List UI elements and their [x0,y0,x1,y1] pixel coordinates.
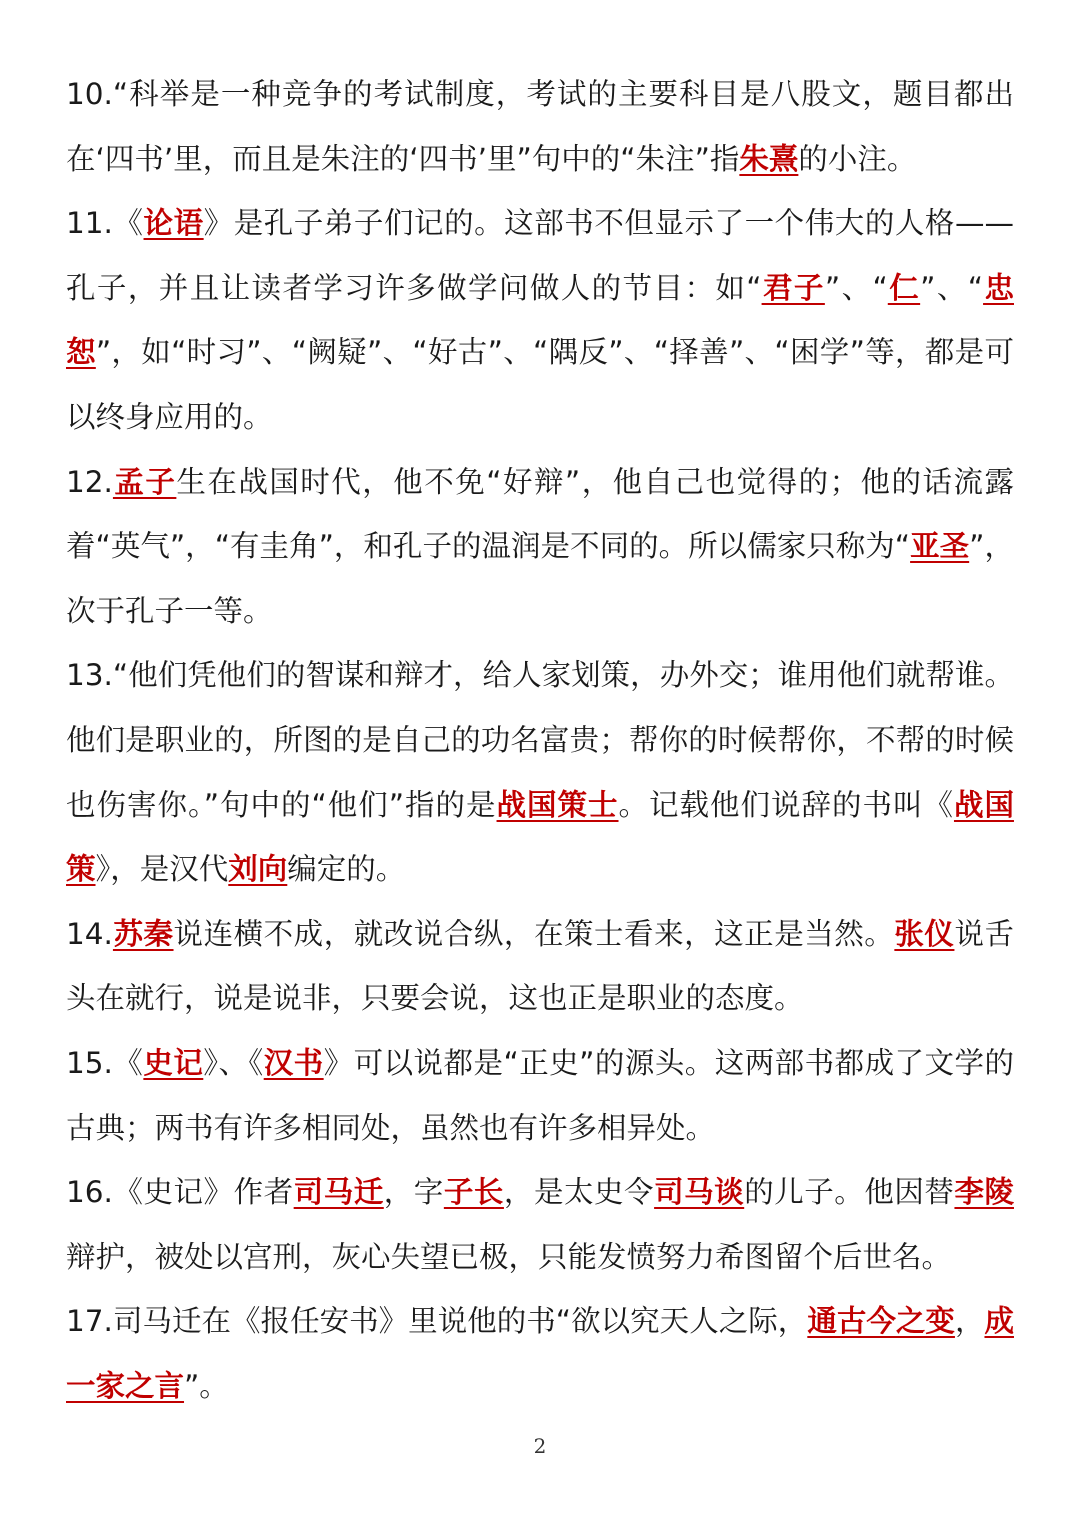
item-text: ”、“ [824,270,888,305]
answer-highlight: 李陵 [954,1175,1014,1210]
item-text: ”、“ [920,270,984,305]
answer-highlight: 通古今之变 [807,1304,955,1339]
answer-highlight: 亚圣 [910,529,970,564]
answer-highlight: 君子 [761,270,825,305]
answer-highlight: 成一家之言 [66,1304,1014,1403]
answer-highlight: 司马迁 [293,1175,384,1210]
answer-highlight: 孟子 [112,464,177,499]
item-text: 15.《 [66,1045,144,1080]
item-text: 说连横不成，就改说合纵，在策士看来，这正是当然。 [173,916,895,951]
item-text: 生在战国时代，他不免“好辩”，他自己也觉得的；他的话流露着“英气”，“有圭角”，和孔子的温润是不同的。所以儒家只称为“ [66,464,1014,564]
item-text: 13.“他们凭他们的智谋和辩才，给人家划策，办外交；谁用他们就帮谁。他们是职业的，所图的是自己的功名富贵；帮你的时候帮你，不帮的时候也伤害你。”句中的“他们”指的是 [66,658,1014,822]
question-item [66,1031,1014,1160]
item-text: 编定的。 [287,852,406,887]
item-text: 》是孔子弟子们记的。这部书不但显示了一个伟大的人格——孔子，并且让读者学习许多做学问做人的节目：如“ [66,206,1014,305]
answer-highlight: 战国策士 [496,787,619,822]
item-text: 》可以说都是“正史”的源头。这两部书都成了文学的古典；两书有许多相同处，虽然也有许多相异处。 [66,1045,1014,1145]
item-text: 14. [66,916,113,951]
item-text: 》、《 [203,1045,264,1080]
question-item [66,62,1014,191]
question-item [66,1160,1014,1289]
item-text: 11.《 [66,206,144,241]
item-text: ， [954,1304,985,1339]
item-text: 12. [66,464,113,499]
answer-highlight: 苏秦 [112,916,174,951]
item-text: ”，次于孔子一等。 [66,529,1014,628]
item-text: 17.司马迁在《报任安书》里说他的书“欲以究天人之际， [66,1304,808,1339]
page-number: 2 [533,1434,547,1458]
item-text: 。记载他们说辞的书叫《 [618,787,954,822]
item-text: 的小注。 [798,141,917,176]
answer-highlight: 刘向 [228,852,288,887]
answer-highlight: 朱熹 [739,141,799,176]
answer-highlight: 论语 [143,206,204,241]
question-item [66,643,1014,901]
item-text: 16.《史记》作者 [66,1175,294,1210]
item-text: 10.“科举是一种竞争的考试制度，考试的主要科目是八股文，题目都出在‘四书’里，而且是朱注的‘四书’里”句中的“朱注”指 [66,77,1014,176]
answer-highlight: 子长 [443,1175,504,1210]
item-text: 说舌头在就行，说是说非，只要会说，这也正是职业的态度。 [66,916,1014,1016]
question-item [66,902,1014,1031]
item-text: 的儿子。他因替 [744,1175,955,1210]
item-text: ，是太史令 [503,1175,655,1210]
item-text: ”。 [184,1368,229,1403]
answer-highlight: 张仪 [894,916,955,951]
question-item [66,191,1014,449]
item-text: ，字 [383,1175,444,1210]
answer-highlight: 汉书 [263,1045,324,1080]
item-text: 》，是汉代 [95,852,229,887]
question-item [66,450,1014,644]
answer-highlight: 史记 [143,1045,204,1080]
answer-highlight: 仁 [887,270,921,305]
question-item [66,1289,1014,1418]
question-list [66,62,1014,1418]
item-text: ”，如“时习”、“阙疑”、“好古”、“隅反”、“择善”、“困学”等，都是可以终身应用的。 [66,335,1014,434]
answer-highlight: 司马谈 [654,1175,745,1210]
answer-highlight: 战国策 [66,787,1014,887]
item-text: 辩护，被处以宫刑，灰心失望已极，只能发愤努力希图留个后世名。 [66,1239,952,1274]
answer-highlight: 忠恕 [66,270,1014,370]
